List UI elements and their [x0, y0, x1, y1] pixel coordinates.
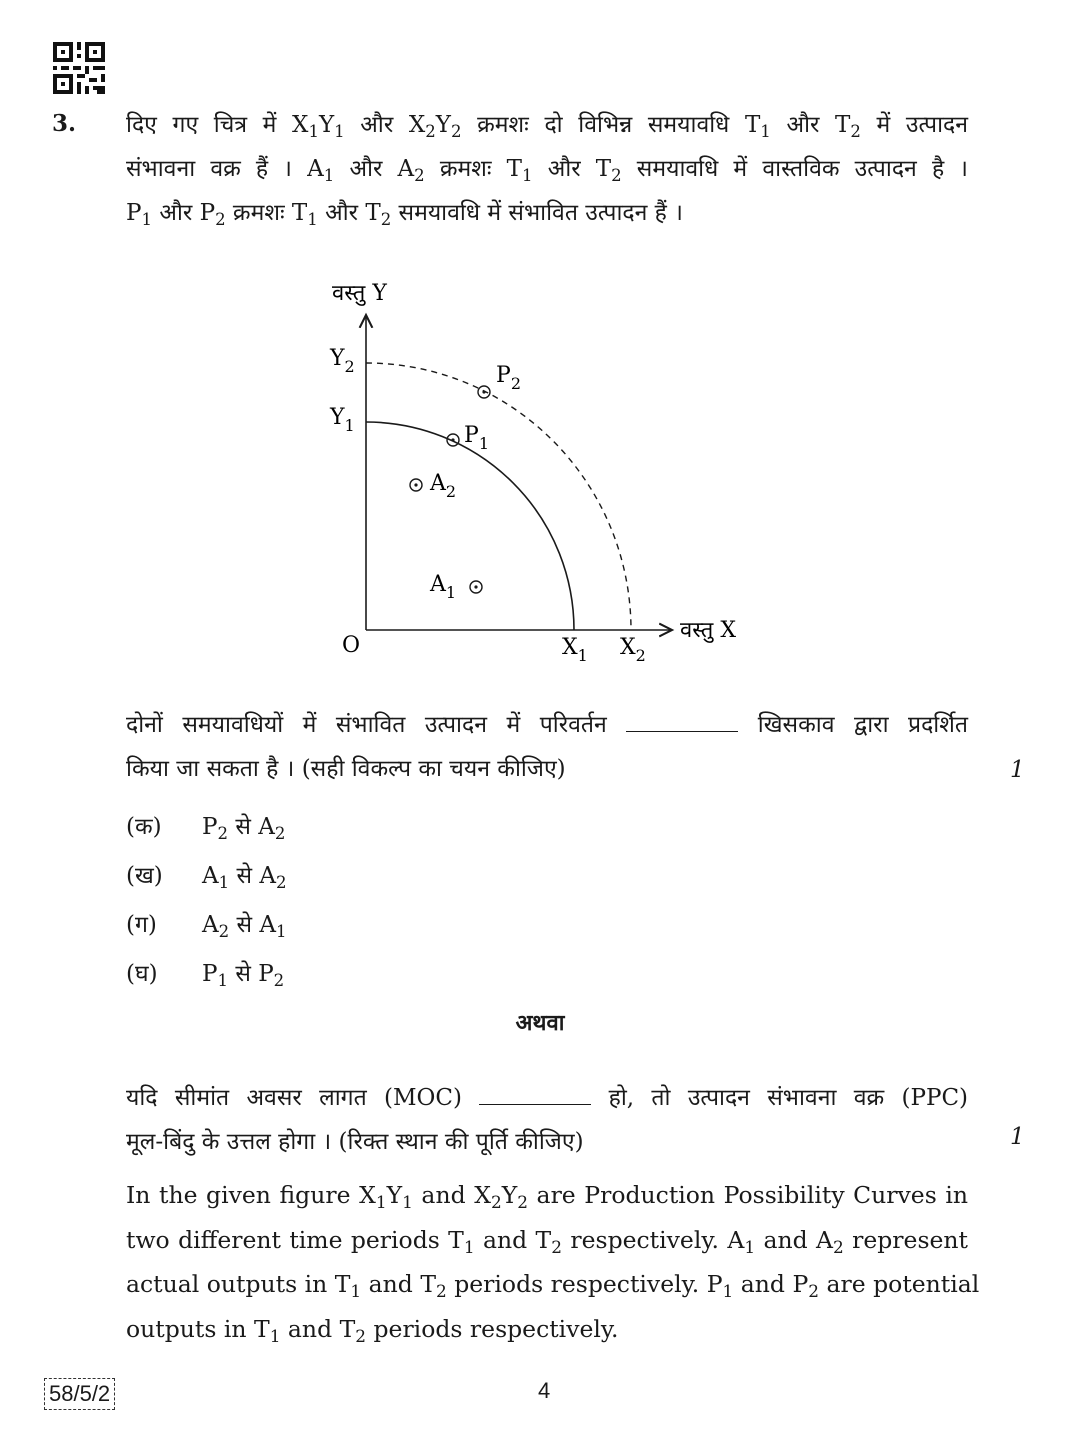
english-line: outputs in $T_1$ and $T_2$ periods respectively.	[126, 1314, 619, 1346]
p2-label: $P_2$	[496, 363, 521, 393]
y1-label: $Y_1$	[330, 405, 355, 435]
x1-label: $X_1$	[562, 635, 588, 665]
alt-question-text	[126, 1076, 968, 1164]
ppc-curve-x2y2	[366, 363, 631, 630]
ppc-curve-x1y1	[366, 422, 574, 630]
ppc-figure	[320, 275, 770, 675]
option-gha: (घ) $P_1$ से $P_2$	[126, 961, 285, 990]
qr-code	[53, 42, 105, 94]
hindi-line: संभावना वक्र हैं । $A_1$ और $A_2$ क्रमशः $T_1$ और $T_2$ समयावधि में वास्तविक उत्पादन है ।	[126, 156, 969, 185]
point-p2	[478, 386, 490, 398]
marks: 1	[1010, 757, 1025, 783]
blank-line	[626, 713, 738, 732]
option-ka: (क) $P_2$ से $A_2$	[126, 814, 286, 843]
english-line: In the given figure $X_1Y_1$ and $X_2Y_2$ are Production Possibility Curves in	[126, 1181, 968, 1213]
question-text-hindi	[126, 103, 968, 235]
y2-label: $Y_2$	[330, 346, 355, 376]
a2-label: $A_2$	[430, 471, 457, 501]
paper-code: 58/5/2	[44, 1378, 115, 1410]
hindi-line: दिए गए चित्र में $X_1Y_1$ और $X_2Y_2$ क्रमशः दो विभिन्न समयावधि $T_1$ और $T_2$ में उत्पादन	[126, 112, 969, 141]
x-axis-label: वस्तु X	[680, 618, 736, 643]
hindi-line: $P_1$ और $P_2$ क्रमशः $T_1$ और $T_2$ समयावधि में संभावित उत्पादन हैं ।	[126, 200, 683, 229]
x2-label: $X_2$	[620, 635, 646, 665]
y-axis-label: वस्तु Y	[332, 281, 387, 306]
english-line: two different time periods $T_1$ and $T_2$ respectively. $A_1$ and $A_2$ represent	[126, 1225, 968, 1257]
alt-line-1: यदि सीमांत अवसर लागत (MOC) हो, तो उत्पादन संभावना वक्र (PPC)	[126, 1085, 969, 1111]
p1-label: $P_1$	[464, 423, 489, 453]
q-line-1: दोनों समयावधियों में संभावित उत्पादन में परिवर्तन खिसकाव द्वारा प्रदर्शित	[126, 712, 969, 738]
blank-line	[479, 1086, 591, 1105]
origin-label: O	[342, 633, 361, 658]
page-number: 4	[538, 1378, 551, 1403]
alt-line-2: मूल-बिंदु के उत्तल होगा । (रिक्त स्थान की पूर्ति कीजिए)	[126, 1129, 584, 1155]
q-line-2: किया जा सकता है । (सही विकल्प का चयन कीजिए)	[126, 756, 566, 782]
option-ga: (ग) $A_2$ से $A_1$	[126, 912, 287, 941]
option-kha: (ख) $A_1$ से $A_2$	[126, 863, 287, 892]
question-text-english	[126, 1173, 980, 1351]
point-a1	[470, 581, 482, 593]
a1-label: $A_1$	[430, 572, 457, 602]
english-line: actual outputs in $T_1$ and $T_2$ periods respectively. $P_1$ and $P_2$ are potential	[126, 1270, 980, 1302]
question-number: 3.	[52, 110, 77, 137]
point-a2	[410, 479, 422, 491]
marks: 1	[1010, 1124, 1025, 1150]
or-heading: अथवा	[515, 1010, 565, 1036]
question-part-text	[126, 703, 968, 791]
